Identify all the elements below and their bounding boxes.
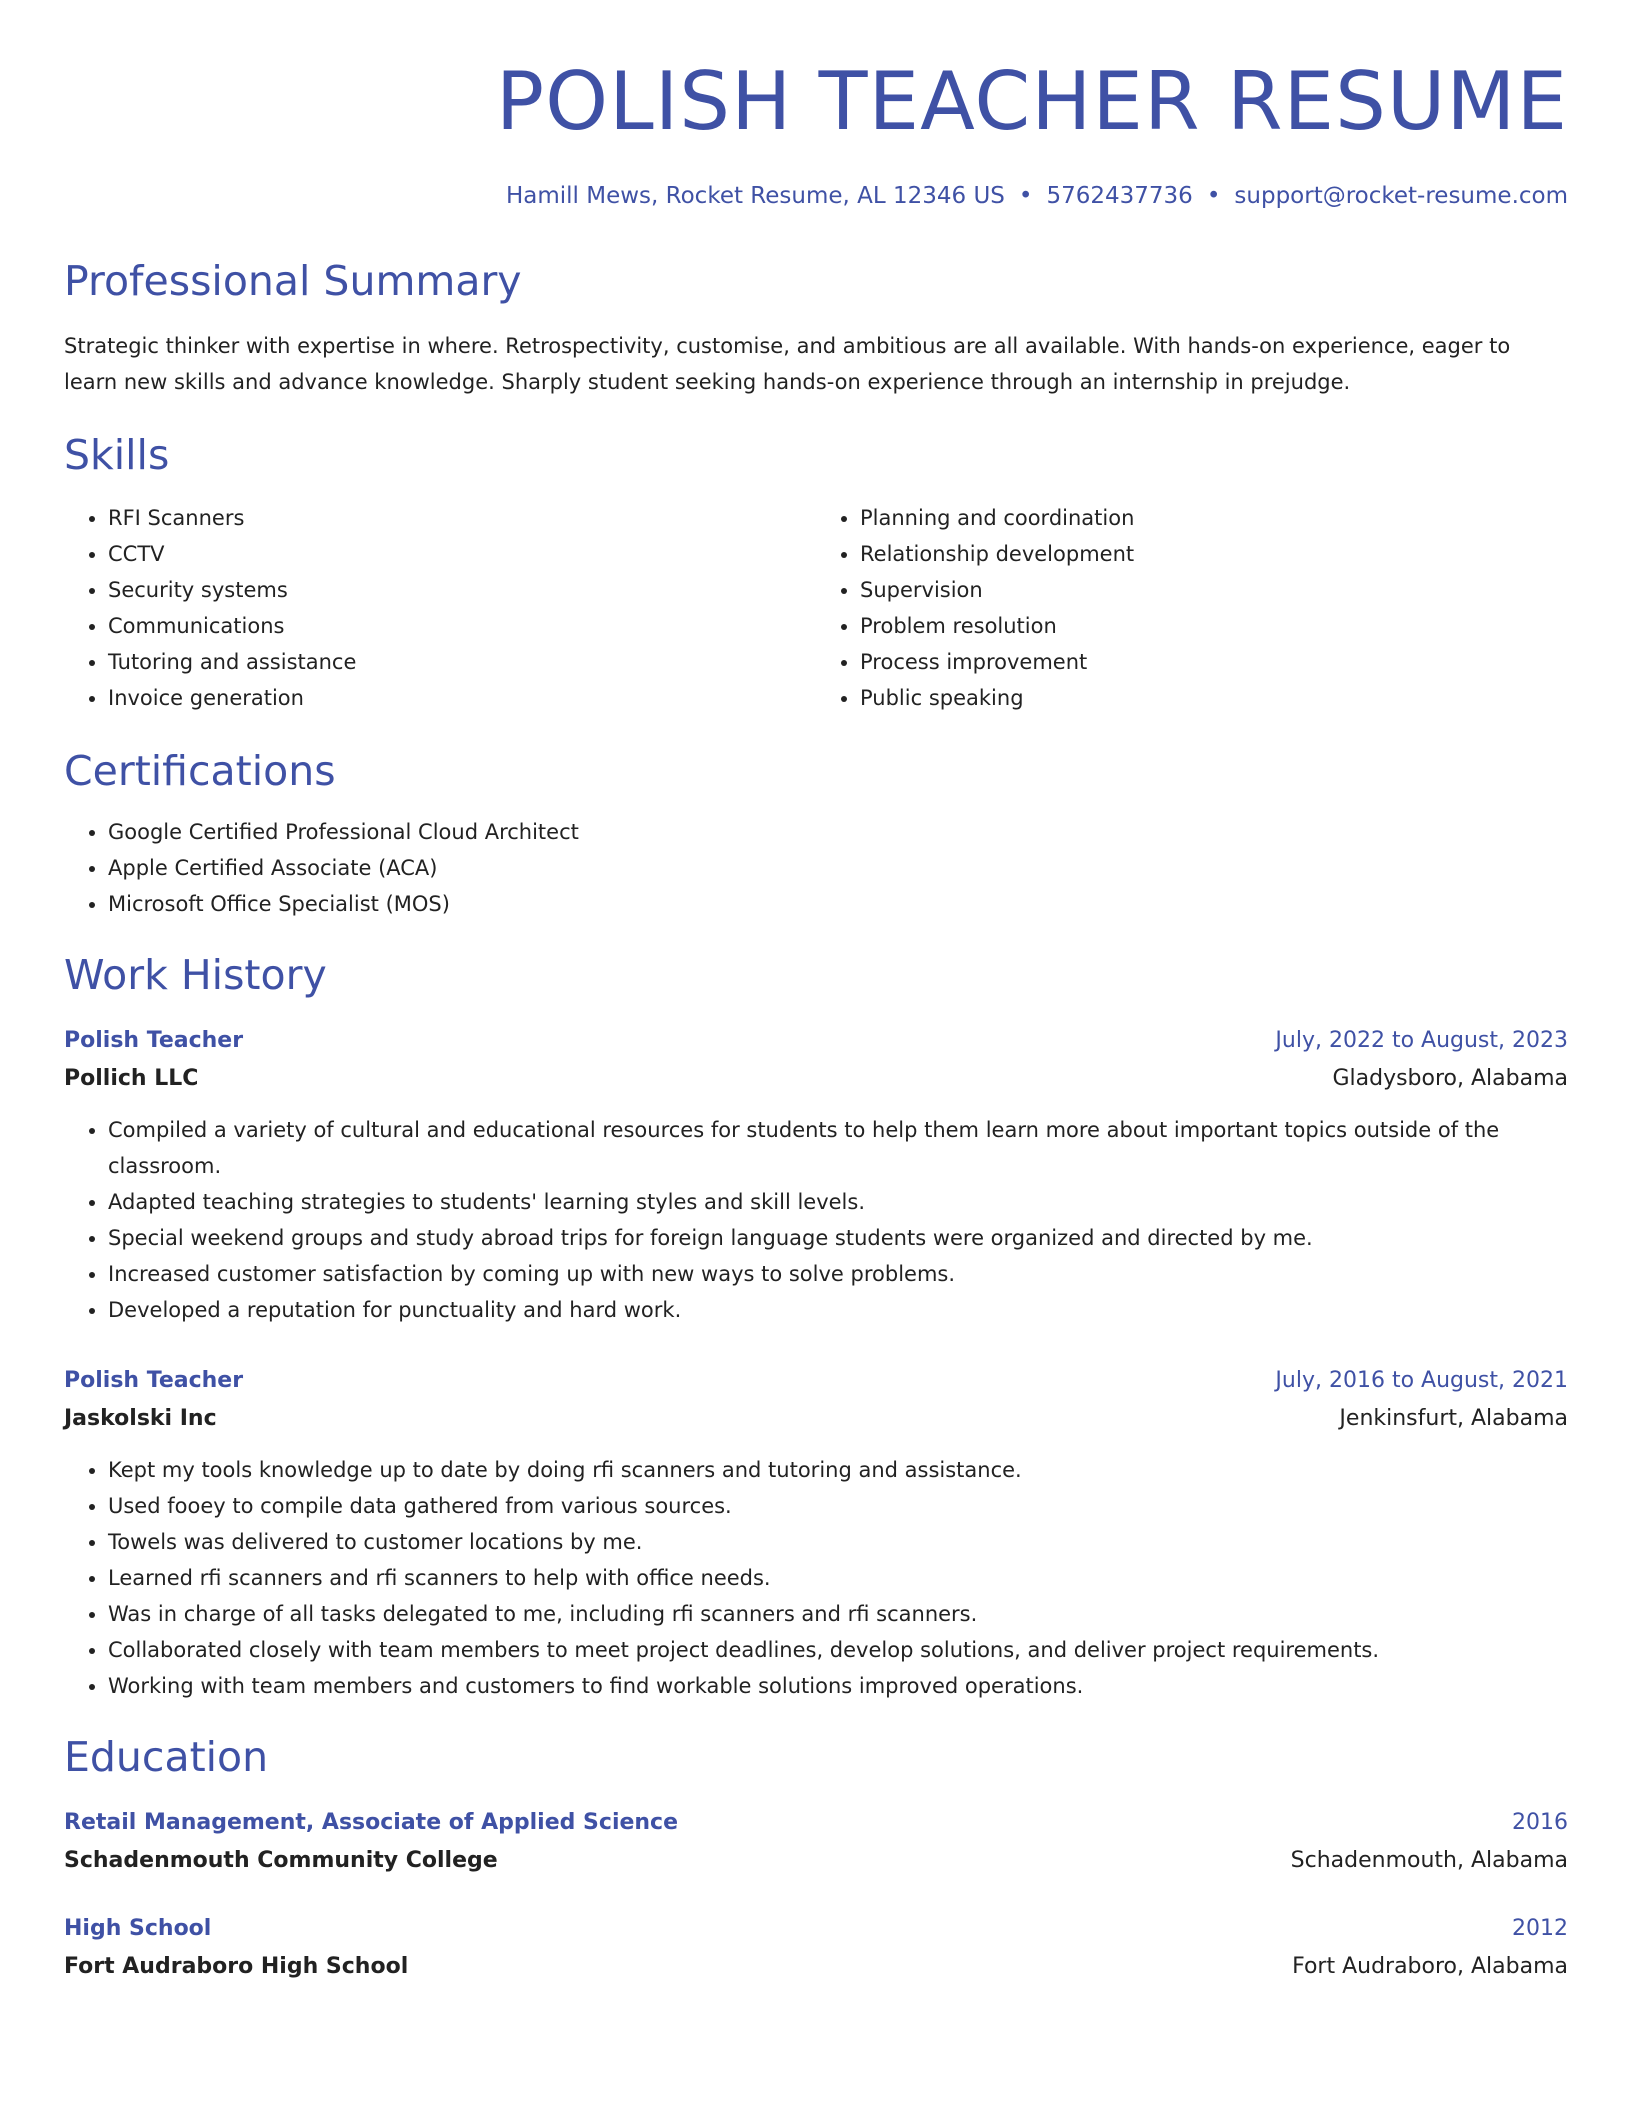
job-duty: • Towels was delivered to customer locations by me. [108, 1524, 1568, 1560]
certifications-heading: Certifications [64, 747, 336, 795]
education-heading: Education [64, 1733, 269, 1781]
contact-email[interactable]: support@rocket-resume.com [1234, 183, 1568, 209]
contact-line [64, 180, 1568, 212]
contact-separator: • [1206, 183, 1221, 209]
job-duty: • Working with team members and customers to find workable solutions improved operations. [108, 1668, 1568, 1704]
job-duty: • Used fooey to compile data gathered from various sources. [108, 1488, 1568, 1524]
education-year: 2012 [1512, 1916, 1568, 1941]
job-role: Polish Teacher [64, 1028, 244, 1053]
job-entry [64, 1362, 1568, 1704]
job-duties-list [64, 1452, 1568, 1704]
certification-item: • Microsoft Office Specialist (MOS) [108, 886, 1568, 922]
job-duty: • Increased customer satisfaction by coming up with new ways to solve problems. [108, 1256, 1568, 1292]
certification-item: • Google Certified Professional Cloud Architect [108, 814, 1568, 850]
job-location: Gladysboro, Alabama [1332, 1066, 1568, 1091]
skills-heading: Skills [64, 431, 170, 479]
skill-item: • Relationship development [860, 536, 1568, 572]
education-subheader [64, 1842, 1568, 1880]
job-duty: • Adapted teaching strategies to students' learning styles and skill levels. [108, 1184, 1568, 1220]
job-entry [64, 1022, 1568, 1328]
education-header [64, 1910, 1568, 1948]
job-role: Polish Teacher [64, 1368, 244, 1393]
skill-item: • Process improvement [860, 644, 1568, 680]
skills-list-left [64, 500, 816, 716]
education-degree: High School [64, 1916, 212, 1941]
skill-item: • Public speaking [860, 680, 1568, 716]
education-location: Schadenmouth, Alabama [1290, 1848, 1568, 1873]
job-subheader [64, 1400, 1568, 1438]
education-year: 2016 [1512, 1810, 1568, 1835]
education-school: Fort Audraboro High School [64, 1954, 409, 1979]
certifications-list [64, 814, 1568, 922]
contact-separator: • [1018, 183, 1033, 209]
skill-item: • Security systems [108, 572, 816, 608]
job-header [64, 1362, 1568, 1400]
contact-address: Hamill Mews, Rocket Resume, AL 12346 US [505, 183, 1005, 209]
skill-item: • Problem resolution [860, 608, 1568, 644]
skill-item: • Invoice generation [108, 680, 816, 716]
skill-item: • RFI Scanners [108, 500, 816, 536]
education-degree: Retail Management, Associate of Applied Science [64, 1810, 679, 1835]
job-duty: • Special weekend groups and study abroad trips for foreign language students were organized and directed by me. [108, 1220, 1568, 1256]
skill-item: • Supervision [860, 572, 1568, 608]
resume-page [64, 52, 1568, 1986]
skills-list-right [816, 500, 1568, 716]
job-subheader [64, 1060, 1568, 1098]
education-subheader [64, 1948, 1568, 1986]
job-duty: • Kept my tools knowledge up to date by doing rfi scanners and tutoring and assistance. [108, 1452, 1568, 1488]
skill-item: • Tutoring and assistance [108, 644, 816, 680]
skill-item: • Planning and coordination [860, 500, 1568, 536]
education-school: Schadenmouth Community College [64, 1848, 498, 1873]
skill-item: • CCTV [108, 536, 816, 572]
job-duty: • Learned rfi scanners and rfi scanners to help with office needs. [108, 1560, 1568, 1596]
education-entry [64, 1804, 1568, 1880]
certification-item: • Apple Certified Associate (ACA) [108, 850, 1568, 886]
job-company: Pollich LLC [64, 1066, 199, 1091]
job-duty: • Compiled a variety of cultural and educational resources for students to help them learn more about important topics outside of the classroom. [108, 1112, 1568, 1184]
summary-heading: Professional Summary [64, 257, 522, 305]
work-history-heading: Work History [64, 951, 327, 999]
job-dates: July, 2016 to August, 2021 [1275, 1368, 1568, 1393]
summary-text: Strategic thinker with expertise in where. Retrospectivity, customise, and ambitious are all available. With hands-on experience, eager to learn new skills and advance knowledge. Sharply student seeking hands-on experience through an internship in prejudge. [64, 334, 1511, 394]
job-company: Jaskolski Inc [64, 1406, 217, 1431]
resume-title: POLISH TEACHER RESUME [495, 55, 1568, 148]
education-entry [64, 1910, 1568, 1986]
education-header [64, 1804, 1568, 1842]
education-location: Fort Audraboro, Alabama [1292, 1954, 1568, 1979]
job-header [64, 1022, 1568, 1060]
skills-grid [64, 500, 1568, 716]
job-duty: • Collaborated closely with team members to meet project deadlines, develop solutions, and deliver project requirements. [108, 1632, 1568, 1668]
job-location: Jenkinsfurt, Alabama [1339, 1406, 1568, 1431]
job-duty: • Developed a reputation for punctuality and hard work. [108, 1292, 1568, 1328]
job-dates: July, 2022 to August, 2023 [1275, 1028, 1568, 1053]
contact-phone: 5762437736 [1046, 183, 1193, 209]
skill-item: • Communications [108, 608, 816, 644]
job-duties-list [64, 1112, 1568, 1328]
job-duty: • Was in charge of all tasks delegated to me, including rfi scanners and rfi scanners. [108, 1596, 1568, 1632]
